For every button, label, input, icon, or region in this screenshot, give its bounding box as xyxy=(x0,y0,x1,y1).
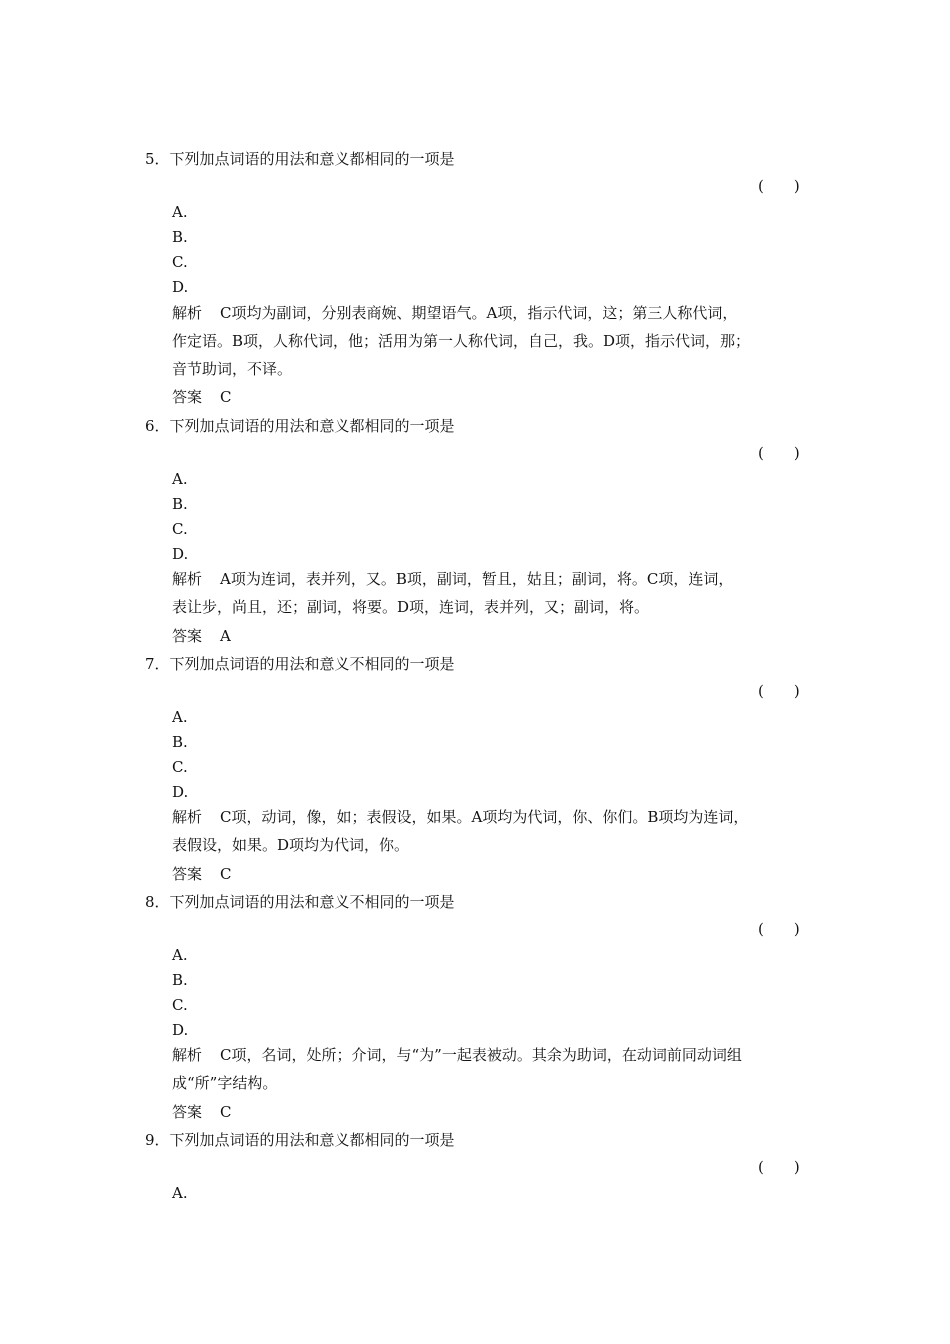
analysis xyxy=(172,1041,822,1097)
answer-blank: ( ) xyxy=(758,1158,800,1176)
question-text: 下列加点词语的用法和意义都相同的一项是 xyxy=(169,417,455,435)
analysis xyxy=(172,299,822,383)
analysis-label: 解析 xyxy=(172,570,203,588)
answer-label: 答案 xyxy=(172,388,203,406)
analysis-line: 作定语。B项，人称代词，他；活用为第一人称代词，自己，我。D项，指示代词，那； xyxy=(172,332,751,350)
question-stem xyxy=(145,415,455,436)
option-d: D. xyxy=(172,278,189,296)
answer-blank: ( ) xyxy=(758,682,800,700)
option-b: B. xyxy=(172,228,188,246)
analysis-label: 解析 xyxy=(172,808,203,826)
question-number: 7． xyxy=(145,655,170,673)
option-b: B. xyxy=(172,733,188,751)
option-d: D. xyxy=(172,783,189,801)
answer-value: A xyxy=(220,627,231,645)
analysis-line: 表假设，如果。D项均为代词，你。 xyxy=(172,836,410,854)
option-d: D. xyxy=(172,1021,189,1039)
answer-label: 答案 xyxy=(172,1103,203,1121)
option-c: C. xyxy=(172,253,188,271)
option-c: C. xyxy=(172,758,188,776)
question-stem xyxy=(145,148,455,169)
question-text: 下列加点词语的用法和意义不相同的一项是 xyxy=(169,655,455,673)
option-c: C. xyxy=(172,520,188,538)
analysis-line: C项均为副词，分别表商婉、期望语气。A项，指示代词，这；第三人称代词， xyxy=(220,304,738,322)
analysis-line: 表让步，尚且，还；副词，将要。D项，连词，表并列，又；副词，将。 xyxy=(172,598,650,616)
answer-label: 答案 xyxy=(172,865,203,883)
option-c: C. xyxy=(172,996,188,1014)
question-stem xyxy=(145,653,455,674)
analysis-label: 解析 xyxy=(172,304,203,322)
analysis-line: C项，名词，处所；介词，与“为”一起表被动。其余为助词，在动词前同动词组 xyxy=(220,1046,742,1064)
question-number: 5． xyxy=(145,150,170,168)
answer xyxy=(172,1101,232,1122)
answer-value: C xyxy=(220,388,232,406)
question-stem xyxy=(145,1129,455,1150)
analysis-line: 成“所”字结构。 xyxy=(172,1074,278,1092)
option-b: B. xyxy=(172,971,188,989)
analysis-line: 音节助词，不译。 xyxy=(172,360,293,378)
answer-label: 答案 xyxy=(172,627,203,645)
question-text: 下列加点词语的用法和意义都相同的一项是 xyxy=(169,150,455,168)
analysis xyxy=(172,803,822,859)
option-a: A. xyxy=(172,203,188,221)
option-a: A. xyxy=(172,1184,188,1202)
option-a: A. xyxy=(172,470,188,488)
question-text: 下列加点词语的用法和意义都相同的一项是 xyxy=(169,1131,455,1149)
question-number: 8． xyxy=(145,893,170,911)
answer-blank: ( ) xyxy=(758,920,800,938)
question-number: 9． xyxy=(145,1131,170,1149)
option-d: D. xyxy=(172,545,189,563)
answer xyxy=(172,386,232,407)
option-a: A. xyxy=(172,946,188,964)
analysis-label: 解析 xyxy=(172,1046,203,1064)
answer xyxy=(172,625,231,646)
answer-blank: ( ) xyxy=(758,444,800,462)
analysis-line: A项为连词，表并列，又。B项，副词，暂且，姑且；副词，将。C项，连词， xyxy=(220,570,734,588)
analysis xyxy=(172,565,822,621)
option-a: A. xyxy=(172,708,188,726)
answer-value: C xyxy=(220,865,232,883)
question-number: 6． xyxy=(145,417,170,435)
answer-value: C xyxy=(220,1103,232,1121)
answer xyxy=(172,863,232,884)
analysis-line: C项，动词，像，如；表假设，如果。A项均为代词，你、你们。B项均为连词， xyxy=(220,808,749,826)
answer-blank: ( ) xyxy=(758,177,800,195)
option-b: B. xyxy=(172,495,188,513)
question-text: 下列加点词语的用法和意义不相同的一项是 xyxy=(169,893,455,911)
question-stem xyxy=(145,891,455,912)
